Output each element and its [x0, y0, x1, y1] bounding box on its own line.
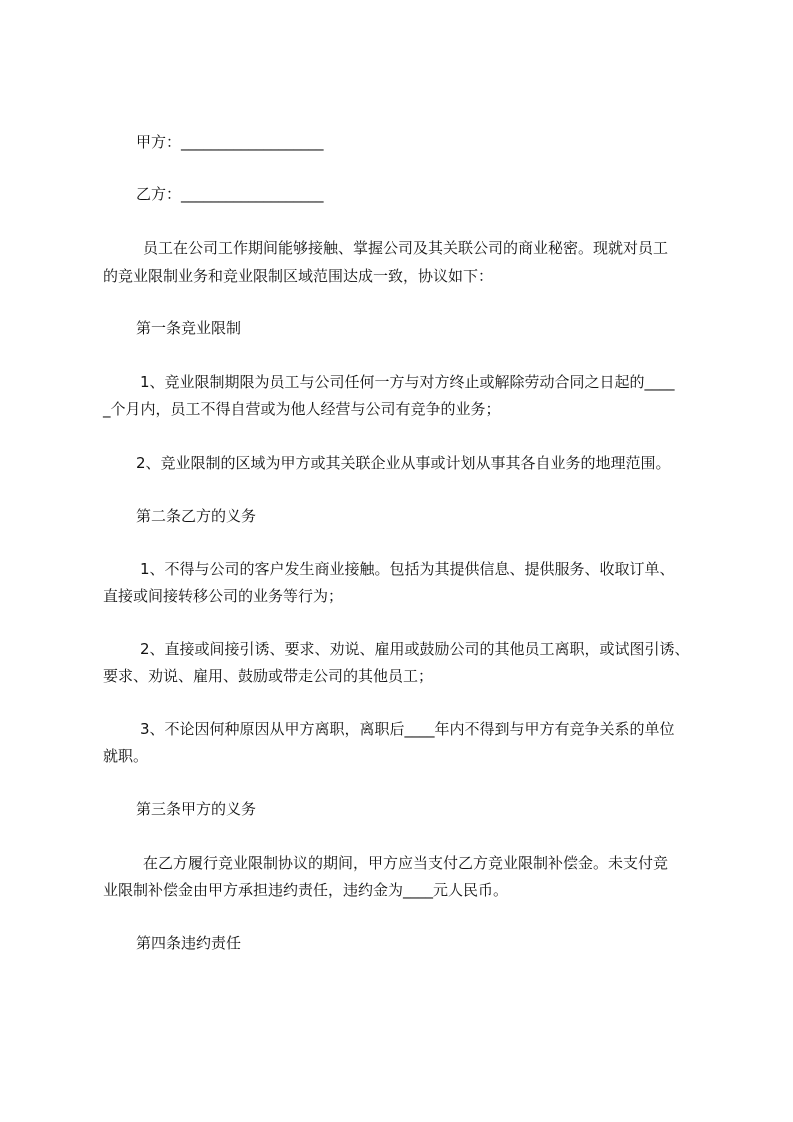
- article-2-item-3-line-1: 3、不论因何种原因从甲方离职，离职后____年内不得到与甲方有竞争关系的单位: [140, 720, 675, 738]
- party-b-line: 乙方：___________________: [136, 185, 324, 203]
- article-1-item-1-line-1: 1、竞业限制期限为员工与公司任何一方与对方终止或解除劳动合同之日起的____: [140, 373, 675, 391]
- article-1-heading: 第一条竞业限制: [136, 319, 242, 337]
- article-1-item-2: 2、竞业限制的区域为甲方或其关联企业从事或计划从事其各自业务的地理范围。: [136, 454, 671, 472]
- article-3-line-2: 业限制补偿金由甲方承担违约责任，违约金为____元人民币。: [103, 881, 509, 899]
- article-2-item-1-line-2: 直接或间接转移公司的业务等行为；: [103, 587, 344, 605]
- article-2-item-2-line-2: 要求、劝说、雇用、鼓励或带走公司的其他员工；: [103, 667, 434, 685]
- article-2-item-1-line-1: 1、不得与公司的客户发生商业接触。包括为其提供信息、提供服务、收取订单、: [140, 560, 675, 578]
- article-3-heading: 第三条甲方的义务: [136, 800, 257, 818]
- article-2-heading: 第二条乙方的义务: [136, 507, 257, 525]
- article-4-heading: 第四条违约责任: [136, 934, 242, 952]
- intro-line-1: 员工在公司工作期间能够接触、掌握公司及其关联公司的商业秘密。现就对员工: [143, 239, 669, 257]
- article-1-item-1-line-2: _个月内，员工不得自营或为他人经营与公司有竞争的业务；: [103, 400, 501, 418]
- party-a-line: 甲方：___________________: [136, 133, 324, 151]
- article-2-item-3-line-2: 就职。: [103, 747, 149, 765]
- article-3-line-1: 在乙方履行竞业限制协议的期间，甲方应当支付乙方竞业限制补偿金。未支付竞: [143, 854, 669, 872]
- article-2-item-2-line-1: 2、直接或间接引诱、要求、劝说、雇用或鼓励公司的其他员工离职，或试图引诱、: [140, 640, 690, 658]
- intro-line-2: 的竞业限制业务和竞业限制区域范围达成一致，协议如下：: [103, 267, 494, 285]
